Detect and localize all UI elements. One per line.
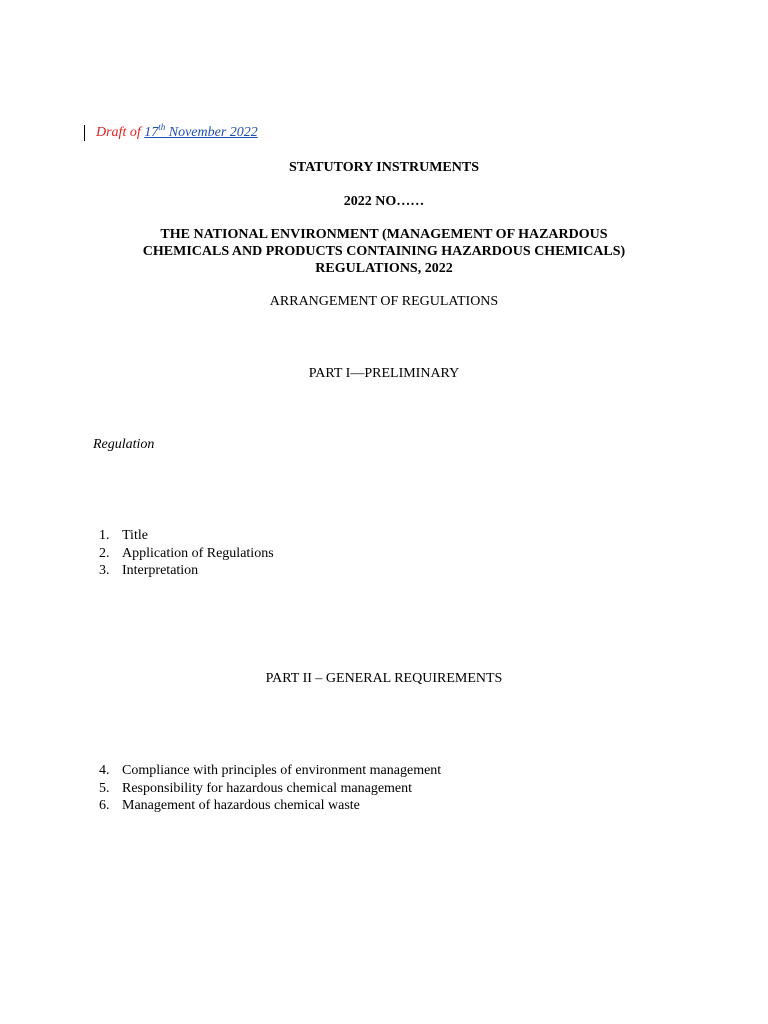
list-item-number: 3. (99, 563, 110, 578)
list-item-number: 4. (99, 763, 110, 778)
draft-date (144, 122, 258, 140)
draft-prefix: Draft of (96, 125, 145, 140)
list-item-number: 5. (99, 780, 110, 796)
list-item-text: Responsibility for hazardous chemical management (122, 780, 413, 796)
title-line-1: THE NATIONAL ENVIRONMENT (MANAGEMENT OF HAZARDOUS (160, 227, 608, 242)
title-line-2: CHEMICALS AND PRODUCTS CONTAINING HAZARDOUS CHEMICALS) (142, 244, 626, 259)
list-item-text: Title (122, 528, 148, 543)
part2-heading: PART II – GENERAL REQUIREMENTS (265, 671, 503, 686)
list-item-text: Application of Regulations (122, 545, 274, 561)
regulation-label: Regulation (93, 437, 155, 452)
list-item-text: Interpretation (122, 563, 199, 578)
part1-heading: PART I—PRELIMINARY (308, 366, 460, 381)
list-item-text: Compliance with principles of environment management (122, 763, 442, 778)
instrument-number: 2022 NO…… (343, 194, 425, 209)
document-category: STATUTORY INSTRUMENTS (289, 160, 479, 175)
list-item-number: 6. (99, 798, 110, 813)
revision-change-bar (84, 125, 85, 141)
title-line-3: REGULATIONS, 2022 (315, 261, 453, 276)
draft-day: 17 (144, 125, 159, 140)
list-item-text: Management of hazardous chemical waste (122, 798, 360, 813)
arrangement-heading: ARRANGEMENT OF REGULATIONS (269, 294, 499, 309)
list-item-number: 1. (99, 528, 110, 543)
list-item-number: 2. (99, 545, 110, 561)
draft-date-line (96, 124, 258, 142)
draft-month-year: November 2022 (165, 125, 258, 140)
draft-day-suffix: th (158, 122, 166, 132)
